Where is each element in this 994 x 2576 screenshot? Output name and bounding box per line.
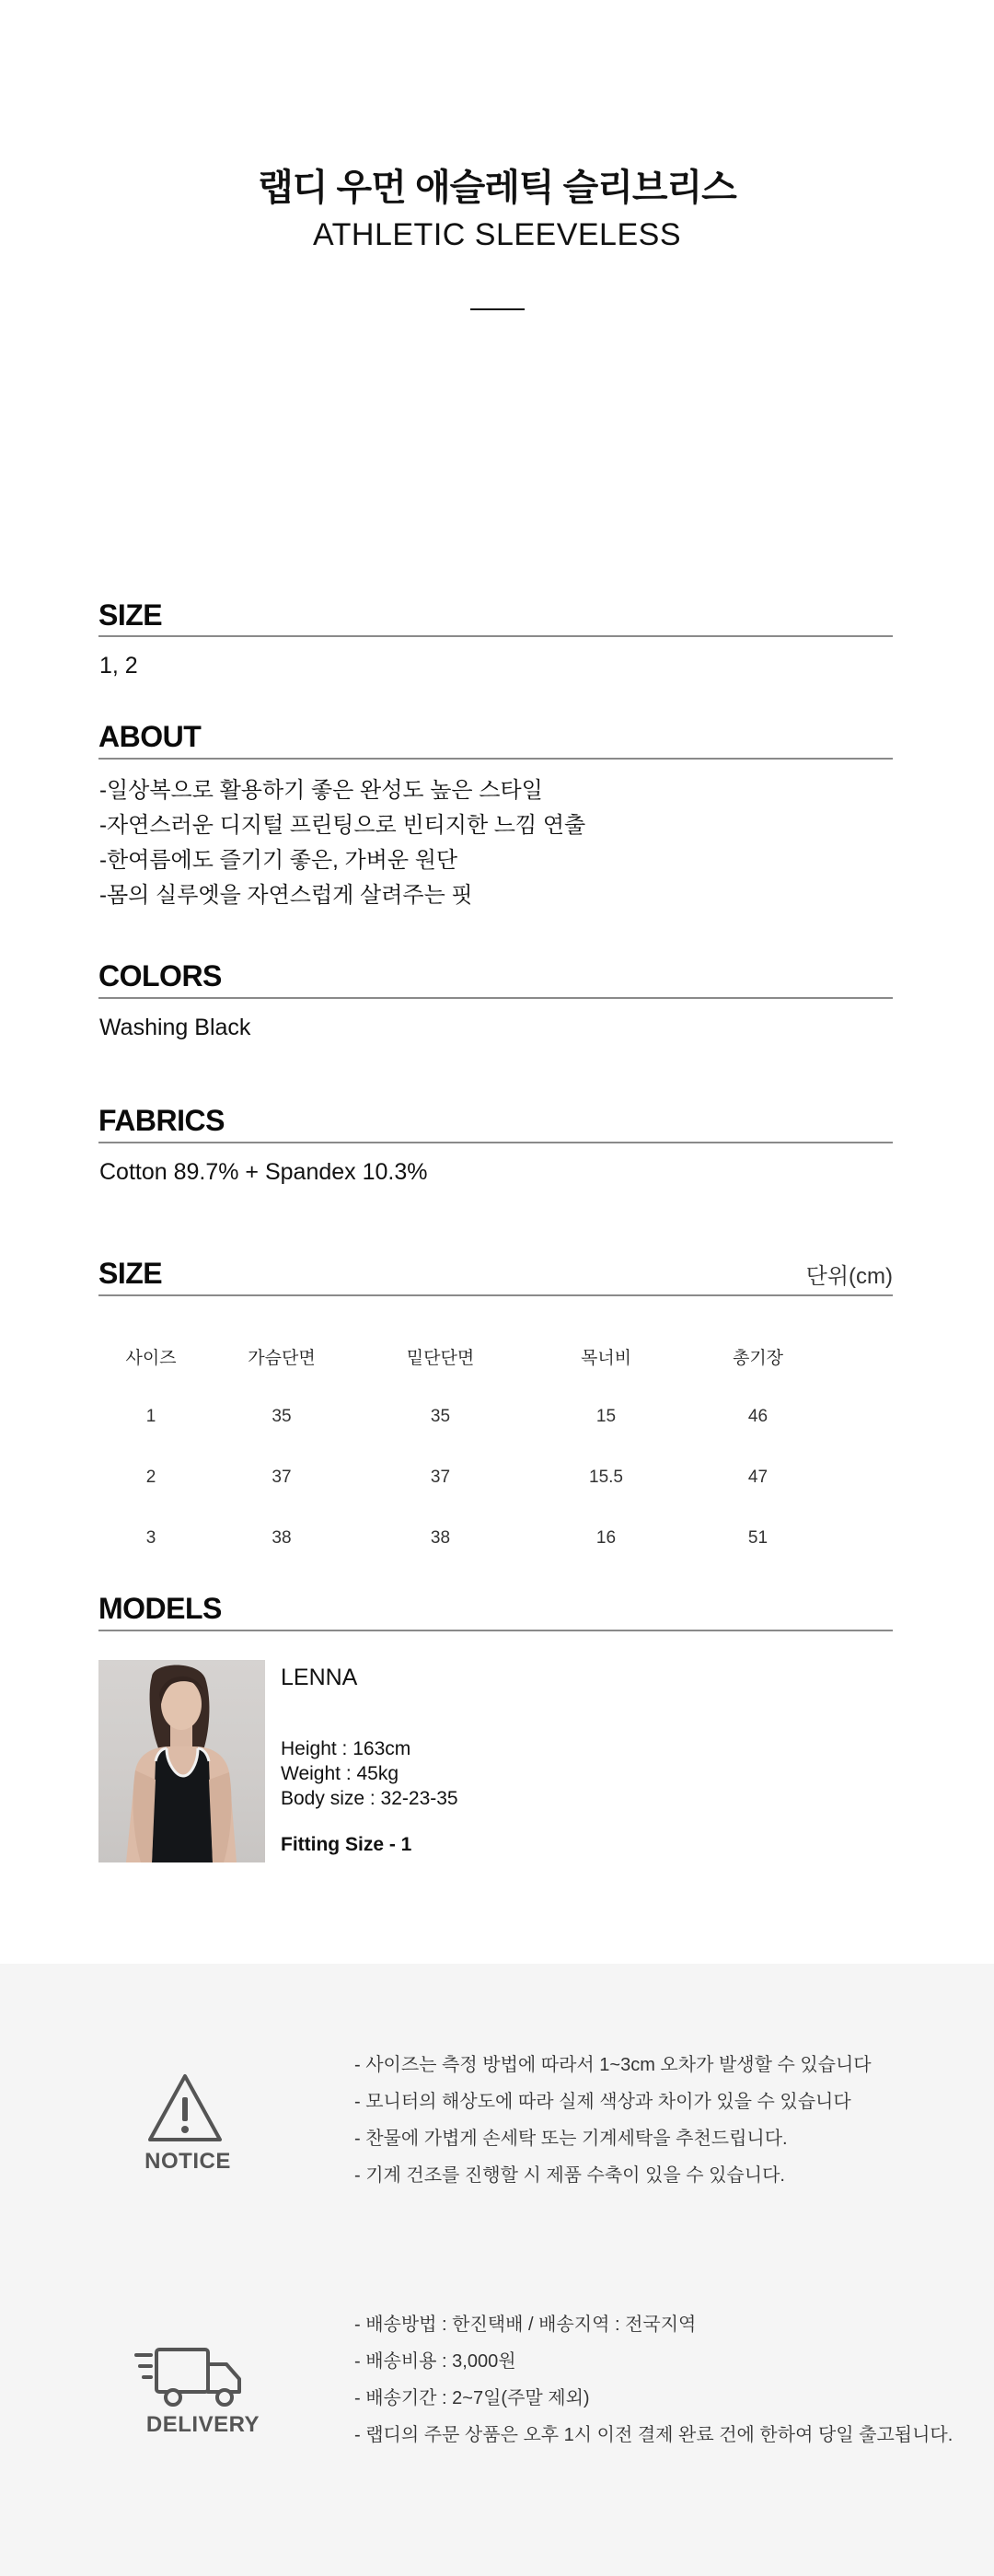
size-unit-label: 단위(cm) (805, 1264, 893, 1289)
warning-triangle-icon (145, 2071, 225, 2145)
size-divider (98, 635, 893, 637)
fabrics-value: Cotton 89.7% + Spandex 10.3% (99, 1159, 428, 1185)
notice-item: - 모니터의 해상도에 따라 실제 색상과 차이가 있을 수 있습니다 (354, 2092, 851, 2112)
table-cell: 15.5 (589, 1468, 623, 1487)
model-height: Height : 163cm (281, 1738, 411, 1759)
title-divider (470, 308, 525, 310)
delivery-label: DELIVERY (145, 2412, 260, 2437)
fabrics-heading: FABRICS (98, 1104, 225, 1137)
colors-heading: COLORS (98, 959, 222, 992)
model-body-size: Body size : 32-23-35 (281, 1788, 458, 1809)
delivery-item: - 배송비용 : 3,000원 (354, 2351, 516, 2372)
model-name: LENNA (281, 1665, 358, 1690)
notice-list (354, 2047, 872, 2194)
table-row (98, 1387, 893, 1447)
about-item: -일상복으로 활용하기 좋은 완성도 높은 스타일 (99, 778, 543, 803)
table-row (98, 1508, 893, 1569)
fabrics-divider (98, 1142, 893, 1143)
delivery-truck-icon (134, 2346, 245, 2410)
table-cell: 16 (595, 1528, 617, 1548)
models-heading: MODELS (98, 1592, 222, 1625)
table-cell: 37 (272, 1468, 292, 1487)
size-table (98, 1326, 893, 1569)
notice-item: - 사이즈는 측정 방법에 따라서 1~3cm 오차가 발생할 수 있습니다 (354, 2055, 872, 2075)
table-cell: 37 (430, 1468, 451, 1487)
column-header: 목너비 (580, 1348, 632, 1368)
table-cell: 51 (747, 1528, 769, 1548)
size-chart-divider (98, 1294, 893, 1296)
table-cell: 1 (145, 1407, 156, 1426)
table-cell: 46 (747, 1407, 769, 1426)
column-header: 밑단단면 (406, 1348, 475, 1368)
size-table-header (98, 1326, 893, 1387)
model-weight: Weight : 45kg (281, 1763, 399, 1784)
table-row (98, 1447, 893, 1508)
delivery-item: - 랩디의 주문 상품은 오후 1시 이전 결제 완료 건에 한하여 당일 출고됩니다. (354, 2425, 954, 2445)
delivery-list (354, 2306, 953, 2454)
column-header: 사이즈 (125, 1348, 177, 1368)
table-cell: 47 (747, 1468, 769, 1487)
table-cell: 3 (145, 1528, 156, 1548)
table-cell: 2 (145, 1468, 156, 1487)
column-header: 가슴단면 (248, 1348, 316, 1368)
notice-label: NOTICE (144, 2149, 231, 2174)
colors-value: Washing Black (99, 1015, 251, 1040)
models-divider (98, 1630, 893, 1631)
table-cell: 38 (272, 1528, 292, 1548)
table-cell: 38 (430, 1528, 451, 1548)
delivery-item: - 배송방법 : 한진택배 / 배송지역 : 전국지역 (354, 2315, 697, 2335)
model-photo (98, 1660, 265, 1862)
colors-divider (98, 997, 893, 999)
notice-item: - 기계 건조를 진행할 시 제품 수축이 있을 수 있습니다. (354, 2165, 785, 2186)
about-item: -한여름에도 즐기기 좋은, 가벼운 원단 (99, 848, 458, 873)
table-cell: 15 (595, 1407, 617, 1426)
model-stats (281, 1736, 458, 1811)
product-title-en: ATHLETIC SLEEVELESS (312, 217, 682, 252)
about-list (99, 773, 585, 913)
model-fitting-size: Fitting Size - 1 (281, 1834, 412, 1855)
table-cell: 35 (272, 1407, 292, 1426)
about-item: -자연스러운 디지털 프린팅으로 빈티지한 느낌 연출 (99, 813, 586, 838)
about-divider (98, 758, 893, 760)
column-header: 총기장 (732, 1348, 784, 1368)
size-chart-heading: SIZE (98, 1257, 163, 1290)
about-item: -몸의 실루엣을 자연스럽게 살려주는 핏 (99, 883, 473, 908)
about-heading: ABOUT (98, 720, 202, 753)
table-cell: 35 (430, 1407, 451, 1426)
delivery-item: - 배송기간 : 2~7일(주말 제외) (354, 2388, 590, 2408)
size-heading: SIZE (98, 598, 163, 632)
size-value: 1, 2 (99, 653, 138, 679)
notice-item: - 찬물에 가볍게 손세탁 또는 기계세탁을 추천드립니다. (354, 2129, 788, 2149)
model-illustration (98, 1660, 265, 1862)
product-title-ko: 랩디 우먼 애슬레틱 슬리브리스 (258, 168, 736, 208)
